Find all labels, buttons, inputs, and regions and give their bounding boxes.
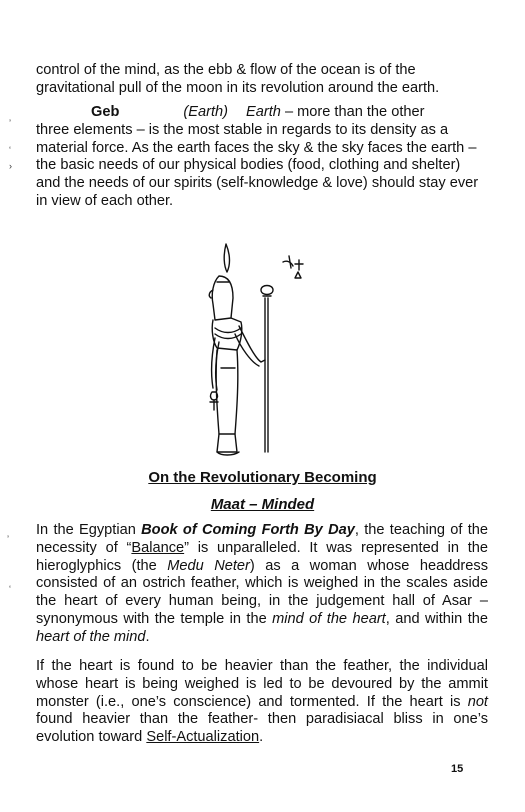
self-actualization-term: Self-Actualization xyxy=(146,729,260,746)
geb-translation: (Earth) xyxy=(183,104,228,120)
margin-mark: ‘ xyxy=(9,145,11,155)
text-span: . xyxy=(259,729,264,746)
margin-mark: ’ xyxy=(9,118,11,128)
maat-figure-illustration xyxy=(195,238,305,460)
margin-mark: ‘ xyxy=(9,584,11,594)
text-span: ” is unparalleled. It was represented in the hieroglyphics (the xyxy=(36,539,488,574)
geb-name: Geb xyxy=(91,104,120,120)
balance-term: Balance xyxy=(131,539,185,556)
medu-neter-term: Medu Neter xyxy=(167,557,250,574)
text-span: . xyxy=(145,628,150,645)
paragraph-text: control of the mind, as the ebb & flow of the ocean is of the gravitational pull of the moon in its revolution around the earth. xyxy=(36,62,440,96)
margin-mark: › xyxy=(9,161,12,171)
text-span: found heavier than the feather- then paradisiacal bliss in one’s evolution toward xyxy=(36,711,488,746)
paragraph-heart-weighing xyxy=(36,658,488,747)
mind-of-heart-term: mind of the heart xyxy=(272,610,386,627)
text-span: If the heart is found to be heavier than the feather, the individual whose heart is being weighed is led to be devoured by the ammit monster (i.e., one’s conscience) and tormented. If the heart is xyxy=(36,658,488,710)
heart-of-mind-term: heart of the mind xyxy=(36,628,146,645)
paragraph-mind-control xyxy=(36,62,488,98)
text-span: ) as a woman whose headdress consisted of an ostrich feather, which is weighed in the scales aside the heart of every human being, in the judgement hall of Asar – synonymous with the temple in the xyxy=(36,557,488,627)
geb-element: Earth xyxy=(246,104,281,120)
geb-text: three elements – is the most stable in regards to its density as a material force. As the earth faces the sky & the sky faces the earth – the basic needs of our physical bodies (food, clothing and shelter) and the needs of our spirits (self-knowledge & love) should stay ever in view of each other. xyxy=(36,121,479,209)
text-span: In the Egyptian xyxy=(36,522,142,538)
paragraph-geb xyxy=(36,104,488,211)
geb-line1-rest: – more than the other xyxy=(280,104,425,120)
text-span: , and within the xyxy=(385,610,488,627)
margin-mark: ’ xyxy=(7,534,9,544)
book-title: Book of Coming Forth By Day xyxy=(141,522,355,538)
text-span: , the teaching of the necessity of “ xyxy=(36,522,488,556)
paragraph-book-of-coming-forth xyxy=(36,522,488,647)
page-number: 15 xyxy=(451,763,464,775)
not-emphasis: not xyxy=(467,693,488,710)
heading-maat-minded: Maat – Minded xyxy=(210,496,315,513)
heading-revolutionary-becoming: On the Revolutionary Becoming xyxy=(148,469,377,486)
